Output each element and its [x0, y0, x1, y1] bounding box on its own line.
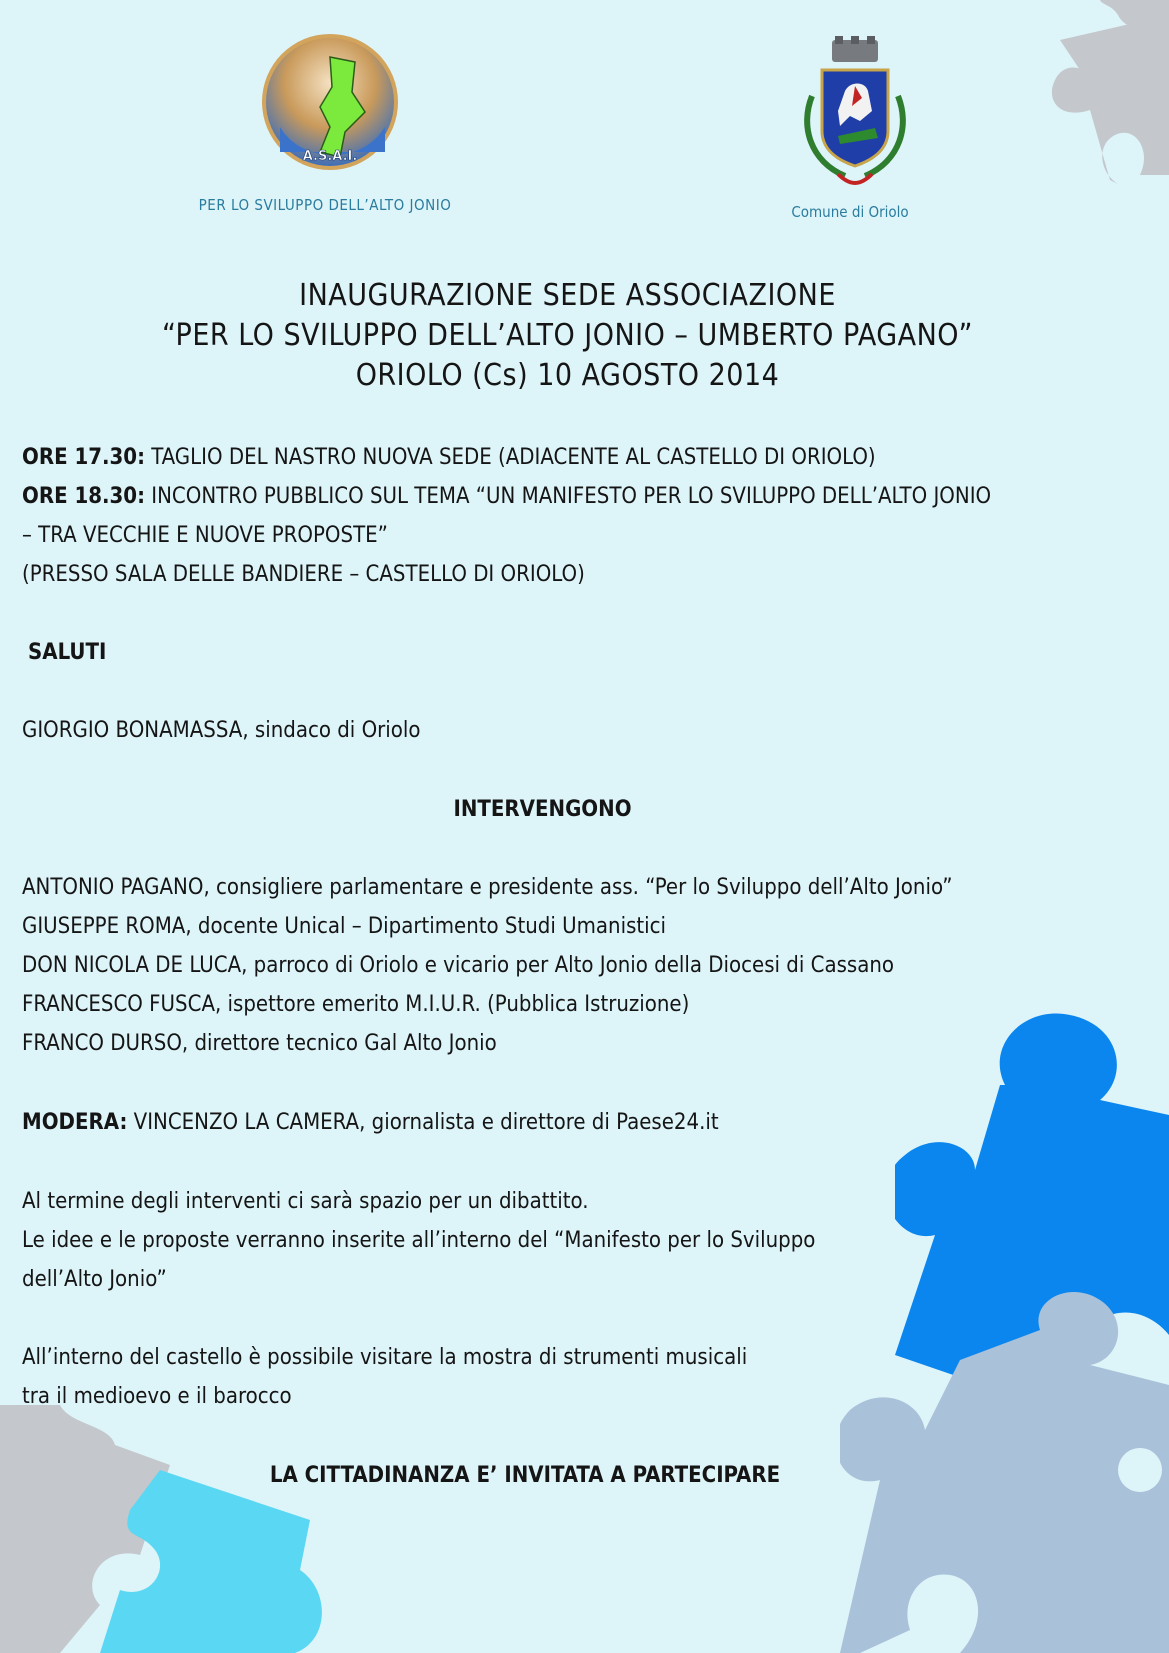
- speaker-1: [22, 874, 953, 902]
- note-line-5: tra il medioevo e il barocco: [22, 1384, 292, 1409]
- saluti-heading: SALUTI: [28, 640, 107, 665]
- comune-coat-of-arms: [800, 36, 910, 186]
- title-line-1: INAUGURAZIONE SEDE ASSOCIAZIONE: [299, 278, 836, 313]
- event-title: [0, 276, 1135, 396]
- speaker-5-role: , direttore tecnico Gal Alto Jonio: [181, 1031, 497, 1056]
- left-logo-caption: PER LO SVILUPPO DELL’ALTO JONIO: [198, 196, 452, 214]
- right-logo-caption: Comune di Oriolo: [791, 203, 909, 221]
- speaker-1-role: , consigliere parlamentare e presidente ass. “Per lo Sviluppo dell’Alto Jonio”: [203, 875, 953, 900]
- moderator: [22, 1109, 719, 1137]
- program-item-1-text: TAGLIO DEL NASTRO NUOVA SEDE (ADIACENTE AL CASTELLO DI ORIOLO): [145, 445, 876, 470]
- speaker-3-role: , parroco di Oriolo e vicario per Alto Jonio della Diocesi di Cassano: [241, 953, 895, 978]
- closing-invitation: LA CITTADINANZA E’ INVITATA A PARTECIPARE: [269, 1463, 781, 1488]
- speaker-3-name: DON NICOLA DE LUCA: [22, 953, 242, 978]
- puzzle-piece-top-right: [1040, 0, 1169, 185]
- speaker-2-name: GIUSEPPE ROMA: [22, 914, 186, 939]
- puzzle-piece-bottom-left-cyan: [100, 1470, 330, 1653]
- speaker-2-role: , docente Unical – Dipartimento Studi Umanistici: [185, 914, 667, 939]
- speaker-1-name: ANTONIO PAGANO: [22, 875, 204, 900]
- saluti-speaker-name: GIORGIO BONAMASSA: [22, 718, 243, 743]
- program-item-1-time: ORE 17.30:: [22, 445, 145, 470]
- speaker-4-name: FRANCESCO FUSCA: [22, 992, 215, 1017]
- speaker-5-name: FRANCO DURSO: [22, 1031, 182, 1056]
- title-line-2: “PER LO SVILUPPO DELL’ALTO JONIO – UMBERTO PAGANO”: [162, 318, 973, 353]
- program-item-2-time: ORE 18.30:: [22, 484, 145, 509]
- note-line-3: dell’Alto Jonio”: [22, 1267, 167, 1292]
- program-item-2-continued: – TRA VECCHIE E NUOVE PROPOSTE”: [22, 523, 388, 548]
- program-item-2: [22, 483, 991, 511]
- moderator-role: , giornalista e direttore di Paese24.it: [359, 1110, 719, 1135]
- program-item-1: [22, 444, 876, 472]
- intervengono-heading: INTERVENGONO: [453, 797, 632, 822]
- note-line-1: Al termine degli interventi ci sarà spazio per un dibattito.: [22, 1189, 589, 1214]
- asai-logo-text: A.S.A.I.: [302, 149, 358, 164]
- program-item-2-place: (PRESSO SALA DELLE BANDIERE – CASTELLO DI ORIOLO): [22, 562, 585, 587]
- note-line-2: Le idee e le proposte verranno inserite all’interno del “Manifesto per lo Sviluppo: [22, 1228, 816, 1253]
- moderator-name: VINCENZO LA CAMERA: [127, 1110, 360, 1135]
- speaker-4: [22, 991, 689, 1019]
- speaker-4-role: , ispettore emerito M.I.U.R. (Pubblica Istruzione): [214, 992, 690, 1017]
- asai-logo: [260, 32, 400, 172]
- program-item-2-text: INCONTRO PUBBLICO SUL TEMA “UN MANIFESTO PER LO SVILUPPO DELL’ALTO JONIO: [145, 484, 992, 509]
- speaker-5: [22, 1030, 497, 1058]
- note-line-4: All’interno del castello è possibile visitare la mostra di strumenti musicali: [22, 1345, 748, 1370]
- saluti-speaker-role: , sindaco di Oriolo: [242, 718, 421, 743]
- saluti-speaker: [22, 717, 421, 745]
- speaker-3: [22, 952, 894, 980]
- title-line-3: ORIOLO (Cs) 10 AGOSTO 2014: [355, 358, 780, 393]
- speaker-2: [22, 913, 666, 941]
- moderator-label: MODERA:: [22, 1110, 128, 1135]
